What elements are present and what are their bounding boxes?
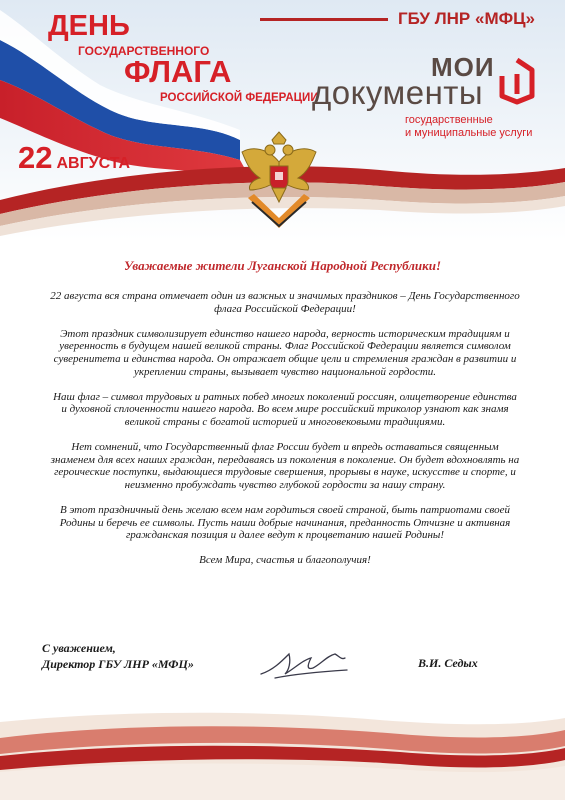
title-state: ГОСУДАРСТВЕННОГО	[78, 44, 210, 58]
paragraph-6: Всем Мира, счастья и благополучия!	[199, 554, 371, 567]
closing-block	[42, 640, 194, 672]
moi-dokumenty-logo-icon	[498, 56, 536, 106]
coat-of-arms-emblem-icon	[238, 128, 320, 236]
date-number: 22	[18, 140, 53, 175]
title-flag: ФЛАГА	[124, 54, 232, 89]
closing-position: Директор ГБУ ЛНР «МФЦ»	[42, 657, 194, 671]
paragraph-1: 22 августа вся страна отмечает один из важных и значимых праздников – День Государственного флага Российской Федерации!	[50, 290, 520, 315]
logo-text-top: МОИ	[431, 52, 495, 82]
paragraph-2: Этот праздник символизирует единство нашего народа, верность историческим традициям и уверенность в будущем нашей великой страны. Флаг Российской Федерации является символом суверенитета и единства народа. Он отражает общие цели и стремления граждан в развитии и укреплении страны, вызывает чувство национальной гордости.	[53, 327, 517, 378]
logo-subtitle-line2: и муниципальные услуги	[405, 127, 533, 139]
letter-greeting: Уважаемые жители Луганской Народной Республики!	[123, 258, 442, 273]
closing-regards: С уважением,	[42, 641, 116, 655]
letter-body	[50, 290, 520, 580]
title-federation: РОССИЙСКОЙ ФЕДЕРАЦИИ	[160, 92, 319, 104]
logo-subtitle-line1: государственные	[405, 114, 493, 126]
org-divider-line	[260, 18, 388, 21]
paragraph-5: В этот праздничный день желаю всем нам гордиться своей страной, быть патриотами своей Родины и беречь ее символы. Пусть наши добрые начинания, преданность Отчизне и активная гражданская позиция и далее ведут к процветанию нашей Родины!	[59, 504, 511, 542]
handwritten-signature-icon	[255, 640, 355, 682]
paragraph-4: Нет сомнений, что Государственный флаг России будет и впредь оставаться священным знаменем для всех наших граждан, передаваясь из поколения в поколение. Он будет вдохновлять на героические поступки, выдающиеся трудовые свершения, прорывы в науке, искусстве и спорте, и неизменно пробуждать чувство глубокой гордости за нашу страну.	[50, 441, 520, 491]
organization-name: ГБУ ЛНР «МФЦ»	[398, 9, 535, 28]
paragraph-3: Наш флаг – символ трудовых и ратных побед многих поколений россиян, олицетворение единства и духовной сплоченности нашего народа. Во всем мире российский триколор узнают как знамя великой страны с богатой историей и многовековыми традициями.	[53, 390, 517, 428]
logo-text-bottom: документы	[312, 74, 484, 111]
title-day: ДЕНЬ	[48, 10, 130, 42]
date-month: АВГУСТА	[56, 155, 131, 172]
footer-wave-decoration	[0, 700, 565, 800]
signer-name: В.И. Седых	[418, 656, 478, 670]
holiday-date	[18, 140, 130, 176]
